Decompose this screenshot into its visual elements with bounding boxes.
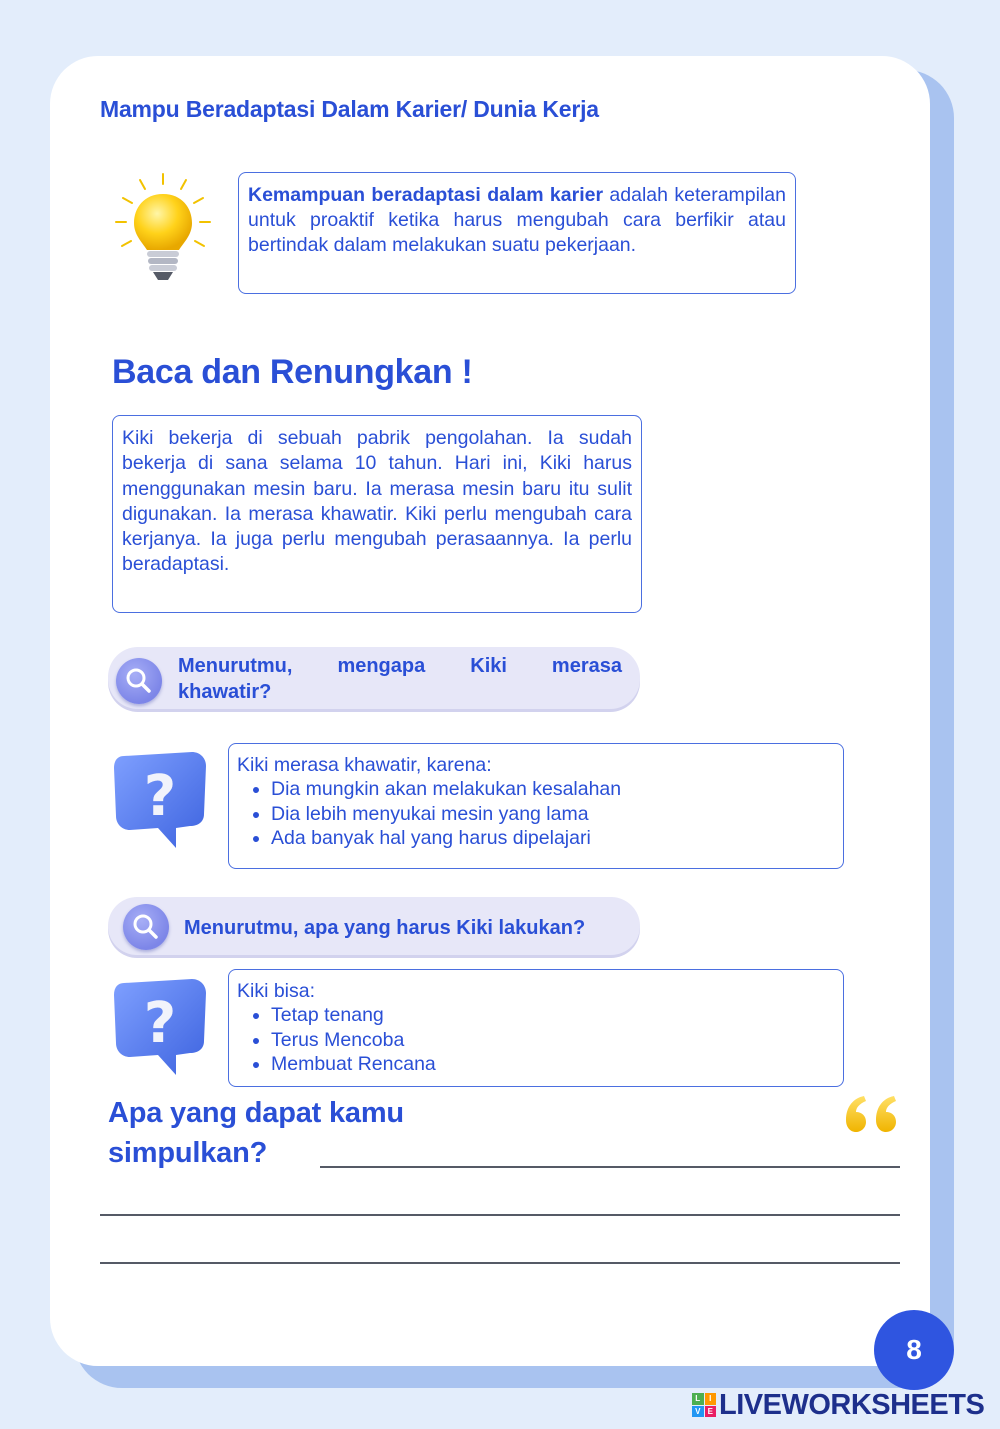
question-2-text: Menurutmu, apa yang harus Kiki lakukan? — [184, 917, 586, 939]
list-item: • Ada banyak hal yang harus dipelajari — [271, 826, 835, 850]
answer-line[interactable] — [320, 1166, 900, 1168]
page-number-badge: 8 — [874, 1310, 954, 1390]
answer-box-2 — [228, 969, 844, 1087]
brand-logo-letter: I — [705, 1393, 717, 1405]
answer-1-intro: Kiki merasa khawatir, karena: — [237, 754, 492, 776]
conclusion-line2: simpulkan? — [108, 1137, 268, 1169]
list-item: • Dia lebih menyukai mesin yang lama — [271, 802, 835, 826]
conclusion-line1: Apa yang dapat kamu — [108, 1097, 404, 1129]
question-1-line1: Menurutmu, mengapa Kiki merasa — [178, 655, 622, 677]
definition-term: Kemampuan beradaptasi dalam karier — [248, 184, 604, 206]
brand-logo-icon — [692, 1393, 716, 1417]
list-item: • Tetap tenang — [271, 1003, 835, 1027]
question-pill-2 — [108, 897, 640, 955]
brand-watermark — [692, 1388, 984, 1422]
svg-text:?: ? — [143, 991, 177, 1056]
question-1-text — [178, 653, 622, 705]
answer-2-list — [237, 1003, 835, 1076]
question-pill-1 — [108, 647, 640, 709]
brand-logo-letter: E — [705, 1406, 717, 1418]
list-item: • Dia mungkin akan melakukan kesalahan — [271, 777, 835, 801]
magnifier-icon — [123, 904, 169, 950]
conclusion-prompt — [108, 1093, 404, 1173]
light-bulb-icon — [108, 168, 218, 292]
list-item: • Membuat Rencana — [271, 1052, 835, 1076]
question-1-line2: khawatir? — [178, 681, 272, 703]
section-title: Baca dan Renungkan ! — [112, 353, 473, 391]
brand-text: LIVEWORKSHEETS — [719, 1388, 985, 1421]
page-title: Mampu Beradaptasi Dalam Karier/ Dunia Kerja — [100, 96, 599, 122]
definition-box — [238, 172, 796, 294]
answer-line[interactable] — [100, 1262, 900, 1264]
definition-text: adalah keterampilan untuk proaktif ketika harus mengubah cara berfikir atau bertindak dalam melakukan suatu pekerjaan. — [248, 184, 786, 256]
story-box: Kiki bekerja di sebuah pabrik pengolahan. Ia sudah bekerja di sana selama 10 tahun. Hari ini, Kiki harus menggunakan mesin baru. Ia merasa mesin baru itu sulit digunakan. Ia merasa khawatir. Kiki perlu mengubah cara kerjanya. Ia juga perlu mengubah perasaannya. Ia perlu beradaptasi. — [112, 415, 642, 613]
brand-logo-letter: V — [692, 1406, 704, 1418]
answer-line[interactable] — [100, 1214, 900, 1216]
answer-box-1 — [228, 743, 844, 869]
quote-icon — [842, 1094, 902, 1134]
magnifier-icon — [116, 658, 162, 704]
question-mark-icon — [110, 975, 210, 1079]
list-item: • Terus Mencoba — [271, 1028, 835, 1052]
answer-1-list — [237, 777, 835, 850]
brand-logo-letter: L — [692, 1393, 704, 1405]
answer-2-intro: Kiki bisa: — [237, 980, 316, 1002]
question-mark-icon — [110, 748, 210, 852]
svg-text:?: ? — [143, 764, 177, 829]
